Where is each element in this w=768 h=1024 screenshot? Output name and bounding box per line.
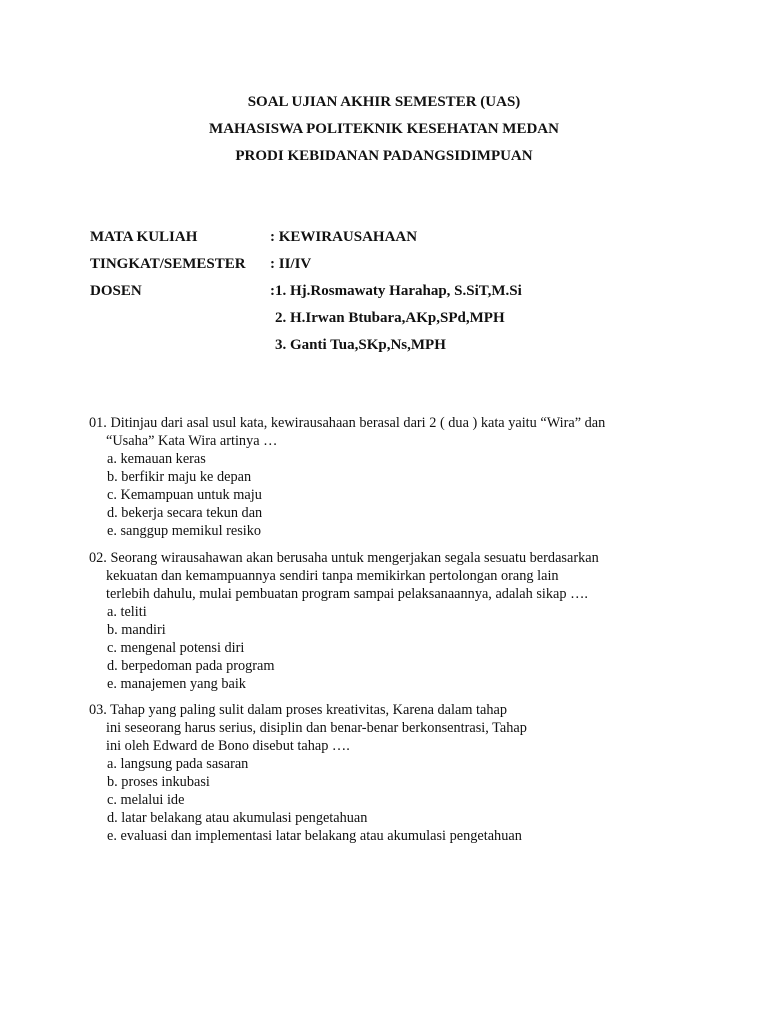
question-1-option-b: b. berfikir maju ke depan [107, 469, 252, 485]
question-1-option-d: d. bekerja secara tekun dan [107, 505, 263, 521]
institution-title: MAHASISWA POLITEKNIK KESEHATAN MEDAN [209, 121, 559, 137]
lecturer-1: :1. Hj.Rosmawaty Harahap, S.SiT,M.Si [270, 283, 522, 299]
level-row [90, 255, 311, 273]
question-3-option-c: c. melalui ide [107, 792, 185, 808]
question-3-stem-line-3: ini oleh Edward de Bono disebut tahap …. [106, 738, 350, 754]
course-value: : KEWIRAUSAHAAN [270, 229, 418, 245]
program-title: PRODI KEBIDANAN PADANGSIDIMPUAN [235, 148, 533, 164]
question-3-option-e: e. evaluasi dan implementasi latar belakang atau akumulasi pengetahuan [107, 828, 522, 844]
question-3-stem-line-2: ini seseorang harus serius, disiplin dan benar-benar berkonsentrasi, Tahap [106, 720, 527, 736]
question-2-option-c: c. mengenal potensi diri [107, 640, 245, 656]
question-2-stem-line-1: 02. Seorang wirausahawan akan berusaha untuk mengerjakan segala sesuatu berdasarkan [89, 550, 599, 566]
question-1-stem-line-2: “Usaha” Kata Wira artinya … [106, 433, 278, 449]
question-1-stem-line-1: 01. Ditinjau dari asal usul kata, kewirausahaan berasal dari 2 ( dua ) kata yaitu “Wira” dan [89, 415, 606, 431]
level-label: TINGKAT/SEMESTER [90, 256, 246, 272]
question-3-option-a: a. langsung pada sasaran [107, 756, 249, 772]
lecturer-row [90, 282, 522, 300]
question-1-option-e: e. sanggup memikul resiko [107, 523, 262, 539]
question-2-option-b: b. mandiri [107, 622, 166, 638]
question-1 [89, 414, 689, 540]
question-2 [89, 549, 689, 693]
question-3-option-b: b. proses inkubasi [107, 774, 210, 790]
question-1-option-c: c. Kemampuan untuk maju [107, 487, 262, 503]
level-value: : II/IV [270, 256, 312, 272]
question-2-stem-line-3: terlebih dahulu, mulai pembuatan program sampai pelaksanaannya, adalah sikap …. [106, 586, 588, 602]
question-3 [89, 701, 689, 845]
lecturer-3: 3. Ganti Tua,SKp,Ns,MPH [275, 337, 446, 353]
course-label: MATA KULIAH [90, 229, 198, 245]
question-3-stem-line-1: 03. Tahap yang paling sulit dalam proses kreativitas, Karena dalam tahap [89, 702, 507, 718]
question-2-option-e: e. manajemen yang baik [107, 676, 246, 692]
course-row [90, 228, 417, 246]
question-1-option-a: a. kemauan keras [107, 451, 206, 467]
question-2-option-d: d. berpedoman pada program [107, 658, 275, 674]
question-2-option-a: a. teliti [107, 604, 147, 620]
lecturer-label: DOSEN [90, 283, 142, 299]
question-2-stem-line-2: kekuatan dan kemampuannya sendiri tanpa memikirkan pertolongan orang lain [106, 568, 559, 584]
question-3-option-d: d. latar belakang atau akumulasi pengetahuan [107, 810, 368, 826]
lecturer-2: 2. H.Irwan Btubara,AKp,SPd,MPH [275, 310, 505, 326]
exam-title: SOAL UJIAN AKHIR SEMESTER (UAS) [247, 94, 521, 110]
